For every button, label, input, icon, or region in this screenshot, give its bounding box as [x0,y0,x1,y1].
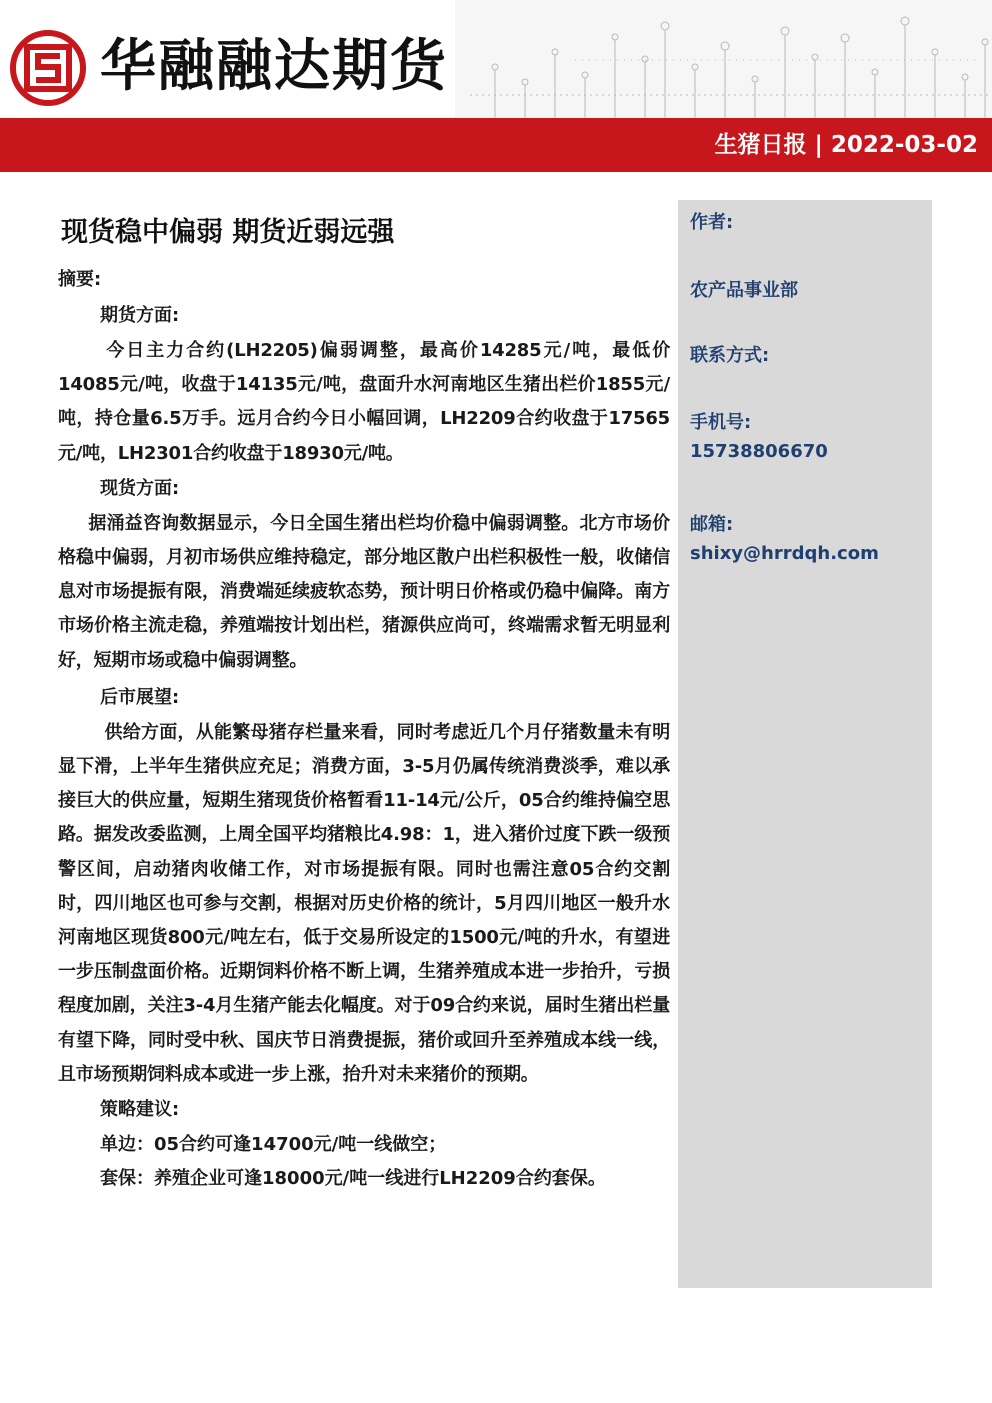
strategy-hedge: 套保：养殖企业可逢18000元/吨一线进行LH2209合约套保。 [100,1168,606,1190]
spot-label: 现货方面: [100,477,180,499]
strategy-single: 单边：05合约可逢14700元/吨一线做空； [100,1134,447,1156]
futures-text: 今日主力合约(LH2205)偏弱调整，最高价14285元/吨，最低价14085元/吨，收盘于14135元/吨，盘面升水河南地区生猪出栏价1855元/吨，持仓量6.5万手。远月合约今日小幅回调，LH2209合约收盘于17565元/吨，LH2301合约收盘于18930元/吨。 [58,340,670,464]
email-label: 邮箱: [690,514,734,535]
author-name: 农产品事业部 [690,280,798,301]
outlook-label: 后市展望: [100,686,180,708]
strategy-label: 策略建议: [100,1099,180,1121]
spot-text: 据涌益咨询数据显示，今日全国生猪出栏均价稳中偏弱调整。北方市场价格稳中偏弱，月初市场供应维持稳定，部分地区散户出栏积极性一般，收储信息对市场提振有限，消费端延续疲软态势，预计明日价格或仍稳中偏降。南方市场价格主流走稳，养殖端按计划出栏，猪源供应尚可，终端需求暂无明显利好，短期市场或稳中偏弱调整。 [58,512,670,671]
report-body [58,262,670,1196]
phone-label: 手机号: [690,412,752,433]
abstract-label: 摘要: [58,269,102,290]
email-address[interactable]: shixy@hrrdqh.com [690,543,879,564]
futures-label: 期货方面: [100,305,180,326]
outlook-paragraph [58,716,670,1092]
outlook-text: 供给方面，从能繁母猪存栏量来看，同时考虑近几个月仔猪数量未有明显下滑，上半年生猪供应充足；消费方面，3-5月仍属传统消费淡季，难以承接巨大的供应量，短期生猪现货价格暂看11-14元/公斤，05合约维持偏空思路。据发改委监测，上周全国平均猪粮比4.98：1，进入猪价过度下跌一级预警区间，启动猪肉收储工作，对市场提振有限。同时也需注意05合约交割时，四川地区也可参与交割，根据对历史价格的统计，5月四川地区一般升水河南地区现货800元/吨左右，低于交易所设定的1500元/吨的升水，有望进一步压制盘面价格。近期饲料价格不断上调，生猪养殖成本进一步抬升，亏损程度加剧，关注3-4月生猪产能去化幅度。对于09合约来说，届时生猪出栏量有望下降，同时受中秋、国庆节日消费提振，猪价或回升至养殖成本线一线，且市场预期饲料成本或进一步上涨，抬升对未来猪价的预期。 [58,721,670,1085]
contact-label: 联系方式: [690,345,770,366]
headline: 现货稳中偏弱 期货近弱远强 [61,217,395,248]
author-sidebar [678,200,932,1288]
phone-number: 15738806670 [690,441,828,462]
author-label: 作者: [690,212,734,233]
spot-paragraph [58,507,670,678]
futures-paragraph [58,334,670,471]
brand-name: 华融融达期货 [100,33,448,99]
report-title: 生猪日报 | 2022-03-02 [714,132,978,158]
decorative-pattern [455,0,992,118]
company-logo-icon [10,30,86,106]
